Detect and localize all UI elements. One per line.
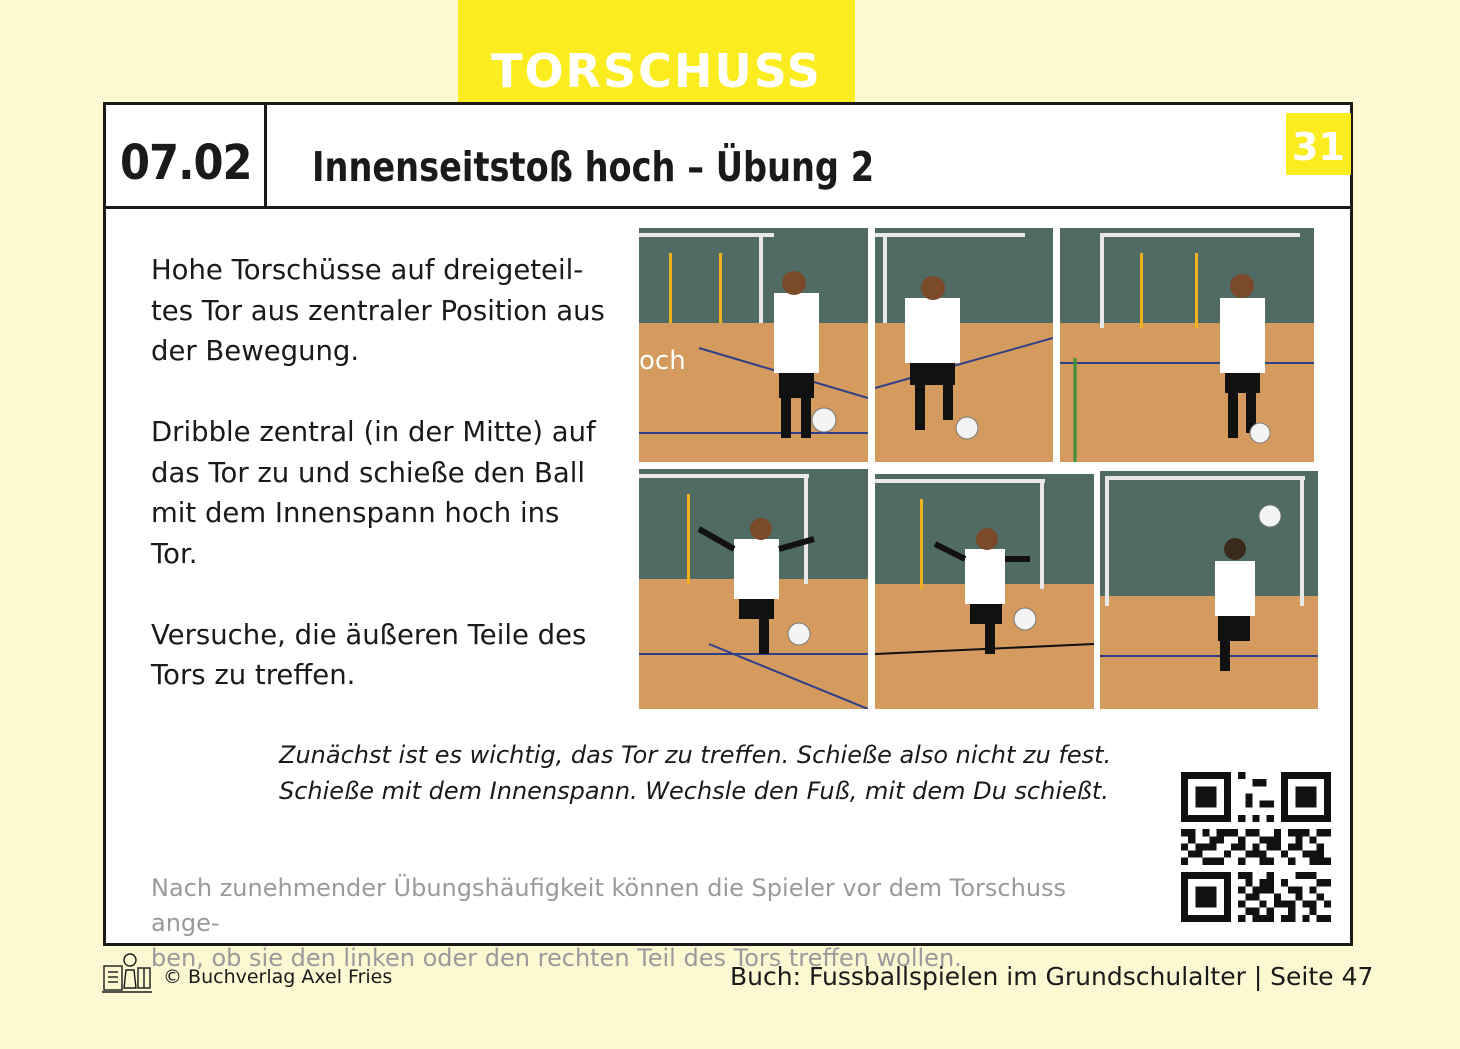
exercise-number-box (106, 105, 267, 206)
page-number: 47 (1341, 962, 1374, 991)
photo-step-6 (1100, 471, 1318, 709)
publisher-logo-icon (100, 948, 154, 996)
book-title: Buch: Fussballspielen im Grundschulalter | Seite (730, 962, 1334, 991)
exercise-title: Innenseitstoß hoch – Übung 2 (312, 143, 875, 191)
photo-step-4 (639, 469, 868, 709)
card-number-badge (1286, 113, 1351, 175)
trainer-note: Nach zunehmender Übungshäufigkeit können die Spieler vor dem Torschuss ange- ben, ob sie den linken oder den rechten Teil des Tors treffen wollen. (151, 874, 1067, 972)
photo-step-5 (875, 474, 1094, 709)
qr-code-icon[interactable] (1181, 772, 1331, 922)
coaching-tips: Zunächst ist es wichtig, das Tor zu treffen. Schieße also nicht zu fest. Schieße mit dem Innenspann. Wechsle den Fuß, mit dem Du schießt. (279, 741, 1112, 805)
category-label: TORSCHUSS (491, 44, 822, 98)
exercise-card (103, 102, 1353, 972)
photo-overlay-text: och (639, 346, 686, 376)
card-header (106, 105, 1350, 209)
photo-step-3 (1060, 228, 1314, 462)
photo-step-1 (639, 228, 868, 462)
card-number: 31 (1292, 125, 1345, 169)
publisher-credit: © Buchverlag Axel Fries (163, 966, 393, 988)
category-tab (458, 0, 855, 104)
book-reference (730, 962, 1373, 991)
exercise-number: 07.02 (120, 135, 252, 191)
exercise-description: Hohe Torschüsse auf dreigeteil- tes Tor aus zentraler Position aus der Bewegung. Dribble zentral (in der Mitte) auf das Tor zu und schieße den Ball mit dem Innenspann hoch ins Tor. Versuche, die äußeren Teile des Tors zu treffen. (151, 254, 605, 691)
photo-step-2 (875, 228, 1053, 462)
